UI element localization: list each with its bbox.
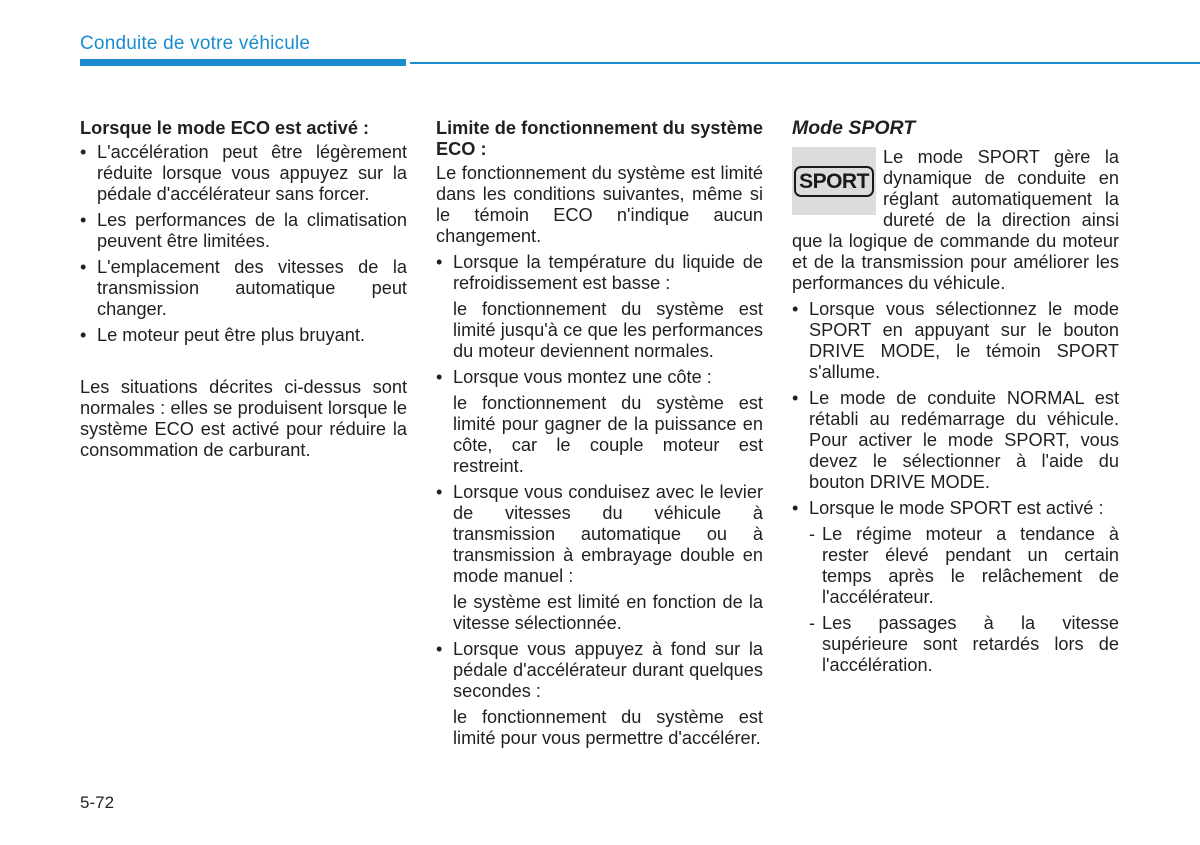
list-item: • Le moteur peut être plus bruyant. <box>80 325 407 346</box>
column-eco-active <box>80 118 407 461</box>
sport-intro: Le mode SPORT gère la dynamique de conduite en réglant automatiquement la dureté de la direction ainsi que la logique de commande du moteur et de la transmission pour améliorer les performances du véhicule. <box>792 147 1119 293</box>
condition-detail: le fonctionnement du système est limité pour gagner de la puissance en côte, car le couple moteur est restreint. <box>453 393 763 476</box>
list-item <box>436 367 763 477</box>
section-title: Conduite de votre véhicule <box>80 33 311 54</box>
list-item <box>436 482 763 634</box>
condition-text: Lorsque vous conduisez avec le levier de vitesses du véhicule à transmission automatique ou à transmission à embrayage double en mode manuel : <box>453 482 763 586</box>
list-item: • Les performances de la climatisation peuvent être limitées. <box>80 210 407 252</box>
sport-active-text: Lorsque le mode SPORT est activé : <box>809 498 1104 518</box>
list-item: • L'accélération peut être légèrement réduite lorsque vous appuyez sur la pédale d'accélérateur sans forcer. <box>80 142 407 205</box>
list-item <box>792 498 1119 676</box>
list-item: • L'emplacement des vitesses de la transmission automatique peut changer. <box>80 257 407 320</box>
list-item <box>436 639 763 749</box>
condition-text: Lorsque vous montez une côte : <box>453 367 712 387</box>
list-item <box>436 252 763 362</box>
column-sport-mode <box>792 118 1119 681</box>
condition-detail: le système est limité en fonction de la vitesse sélectionnée. <box>453 592 763 633</box>
dash-item: - Les passages à la vitesse supérieure sont retardés lors de l'accélération. <box>809 613 1119 676</box>
dash-item: - Le régime moteur a tendance à rester élevé pendant un certain temps après le relâchement de l'accélérateur. <box>809 524 1119 608</box>
eco-active-heading: Lorsque le mode ECO est activé : <box>80 118 370 138</box>
condition-detail: le fonctionnement du système est limité jusqu'à ce que les performances du moteur deviennent normales. <box>453 299 763 361</box>
sport-intro-block <box>792 147 1119 294</box>
eco-active-list <box>80 142 407 346</box>
sport-mode-list <box>792 299 1119 676</box>
eco-note-paragraph: Les situations décrites ci-dessus sont normales : elles se produisent lorsque le système ECO est activé pour réduire la consommation de carburant. <box>80 377 407 460</box>
list-item: • Le mode de conduite NORMAL est rétabli au redémarrage du véhicule. Pour activer le mode SPORT, vous devez le sélectionner à l'aide du bouton DRIVE MODE. <box>792 388 1119 493</box>
page-number: 5-72 <box>80 793 115 812</box>
sport-effects-list <box>809 524 1119 676</box>
eco-limits-heading: Limite de fonctionnement du système ECO : <box>436 118 763 159</box>
header-rule-thick <box>80 59 406 66</box>
header-rule-thin <box>410 62 1200 64</box>
column-eco-limits <box>436 118 763 754</box>
eco-limits-list <box>436 252 763 749</box>
list-item: • Lorsque vous sélectionnez le mode SPORT en appuyant sur le bouton DRIVE MODE, le témoin SPORT s'allume. <box>792 299 1119 383</box>
condition-text: Lorsque vous appuyez à fond sur la pédale d'accélérateur durant quelques secondes : <box>453 639 763 701</box>
condition-text: Lorsque la température du liquide de refroidissement est basse : <box>453 252 763 293</box>
sport-mode-heading: Mode SPORT <box>792 117 916 139</box>
eco-limits-intro: Le fonctionnement du système est limité dans les conditions suivantes, même si le témoin ECO n'indique aucun changement. <box>436 163 763 246</box>
sport-indicator-label: SPORT <box>794 166 874 197</box>
sport-indicator-icon <box>792 147 876 215</box>
condition-detail: le fonctionnement du système est limité pour vous permettre d'accélérer. <box>453 707 763 748</box>
